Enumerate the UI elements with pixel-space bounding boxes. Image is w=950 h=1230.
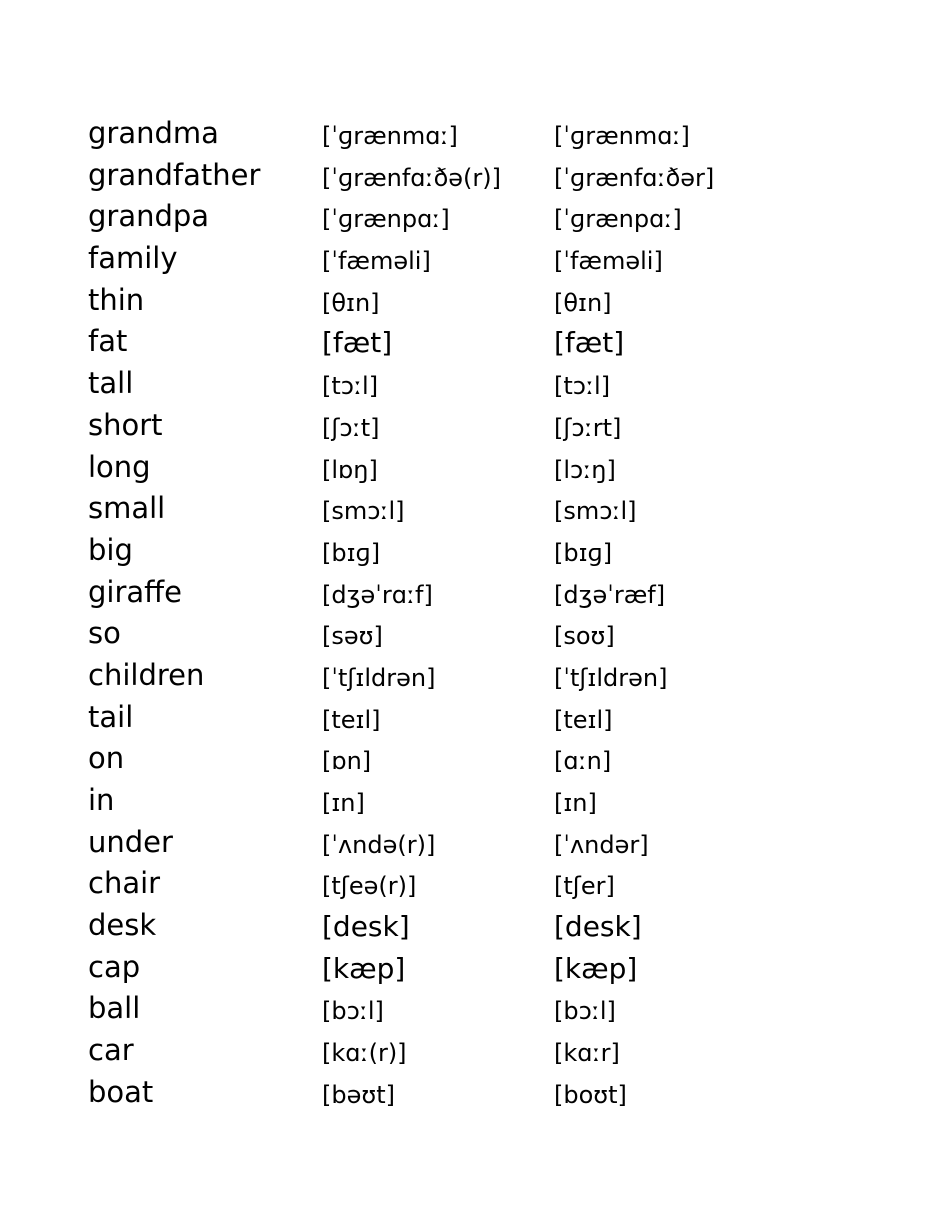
vocab-row-chair bbox=[88, 863, 888, 905]
word: so bbox=[88, 616, 121, 651]
us-pronunciation: [ˈɡrænfɑːðər] bbox=[554, 163, 715, 192]
word: tall bbox=[88, 366, 134, 401]
vocab-row-car bbox=[88, 1030, 888, 1072]
word: grandma bbox=[88, 116, 219, 150]
word: tail bbox=[88, 699, 134, 734]
word: thin bbox=[88, 282, 145, 317]
word: fat bbox=[88, 324, 128, 359]
uk-pronunciation: [smɔːl] bbox=[322, 497, 405, 526]
word: short bbox=[88, 407, 163, 442]
word: desk bbox=[88, 908, 157, 943]
vocab-row-grandfather bbox=[88, 155, 888, 197]
us-pronunciation: [kæp] bbox=[554, 951, 638, 985]
us-pronunciation: [ˈɡrænmɑː] bbox=[554, 122, 690, 150]
vocab-row-grandpa bbox=[88, 196, 888, 238]
vocab-row-boat bbox=[88, 1072, 888, 1114]
uk-pronunciation: [fæt] bbox=[322, 326, 393, 360]
us-pronunciation: [ˈfæməli] bbox=[554, 247, 663, 276]
word: boat bbox=[88, 1074, 154, 1109]
us-pronunciation: [ˈtʃɪldrən] bbox=[554, 663, 668, 692]
uk-pronunciation: [bɪɡ] bbox=[322, 538, 381, 567]
vocab-row-tail bbox=[88, 697, 888, 739]
word: ball bbox=[88, 991, 141, 1026]
us-pronunciation: [desk] bbox=[554, 910, 642, 944]
uk-pronunciation: [ˈfæməli] bbox=[322, 247, 431, 276]
vocab-row-family bbox=[88, 238, 888, 280]
word: in bbox=[88, 783, 115, 817]
vocab-row-under bbox=[88, 822, 888, 864]
vocab-row-small bbox=[88, 488, 888, 530]
word: under bbox=[88, 824, 173, 859]
uk-pronunciation: [lɒŋ] bbox=[322, 455, 378, 484]
us-pronunciation: [bɪɡ] bbox=[554, 538, 613, 567]
uk-pronunciation: [bəʊt] bbox=[322, 1080, 395, 1109]
uk-pronunciation: [tɔːl] bbox=[322, 372, 379, 401]
uk-pronunciation: [ɪn] bbox=[322, 789, 365, 817]
us-pronunciation: [bɔːl] bbox=[554, 997, 616, 1026]
us-pronunciation: [tɔːl] bbox=[554, 372, 611, 401]
word: family bbox=[88, 241, 178, 276]
uk-pronunciation: [desk] bbox=[322, 910, 410, 944]
uk-pronunciation: [ɒn] bbox=[322, 747, 372, 776]
us-pronunciation: [dʒəˈræf] bbox=[554, 580, 666, 609]
vocab-row-grandma bbox=[88, 113, 888, 155]
us-pronunciation: [ˈɡrænpɑː] bbox=[554, 205, 682, 234]
uk-pronunciation: [kæp] bbox=[322, 951, 406, 985]
us-pronunciation: [ˈʌndər] bbox=[554, 830, 649, 859]
word: giraffe bbox=[88, 574, 182, 609]
word: car bbox=[88, 1033, 134, 1068]
uk-pronunciation: [kɑː(r)] bbox=[322, 1039, 407, 1068]
uk-pronunciation: [tʃeə(r)] bbox=[322, 872, 417, 901]
us-pronunciation: [teɪl] bbox=[554, 705, 613, 734]
us-pronunciation: [boʊt] bbox=[554, 1080, 627, 1109]
uk-pronunciation: [bɔːl] bbox=[322, 997, 384, 1026]
us-pronunciation: [ɑːn] bbox=[554, 747, 612, 776]
vocab-row-big bbox=[88, 530, 888, 572]
vocabulary-list bbox=[88, 113, 888, 1114]
vocab-row-short bbox=[88, 405, 888, 447]
us-pronunciation: [ɪn] bbox=[554, 789, 597, 817]
word: long bbox=[88, 449, 151, 484]
vocab-row-ball bbox=[88, 988, 888, 1030]
us-pronunciation: [lɔːŋ] bbox=[554, 455, 616, 484]
word: small bbox=[88, 491, 166, 526]
word: big bbox=[88, 532, 133, 567]
uk-pronunciation: [ʃɔːt] bbox=[322, 413, 380, 442]
word: grandpa bbox=[88, 199, 210, 234]
uk-pronunciation: [teɪl] bbox=[322, 705, 381, 734]
vocab-row-fat bbox=[88, 321, 888, 363]
us-pronunciation: [soʊ] bbox=[554, 622, 615, 651]
us-pronunciation: [kɑːr] bbox=[554, 1039, 620, 1068]
word: children bbox=[88, 657, 205, 692]
vocab-row-thin bbox=[88, 280, 888, 322]
word: cap bbox=[88, 949, 141, 984]
vocab-row-in bbox=[88, 780, 888, 822]
uk-pronunciation: [ˈʌndə(r)] bbox=[322, 830, 436, 859]
uk-pronunciation: [ˈɡrænpɑː] bbox=[322, 205, 450, 234]
vocab-row-giraffe bbox=[88, 572, 888, 614]
uk-pronunciation: [səʊ] bbox=[322, 622, 383, 651]
us-pronunciation: [fæt] bbox=[554, 326, 625, 360]
word: chair bbox=[88, 866, 161, 901]
vocab-row-long bbox=[88, 447, 888, 489]
vocab-row-on bbox=[88, 738, 888, 780]
uk-pronunciation: [θɪn] bbox=[322, 288, 380, 317]
us-pronunciation: [ʃɔːrt] bbox=[554, 413, 622, 442]
us-pronunciation: [tʃer] bbox=[554, 872, 615, 901]
us-pronunciation: [θɪn] bbox=[554, 288, 612, 317]
word: grandfather bbox=[88, 157, 261, 192]
vocab-row-cap bbox=[88, 947, 888, 989]
us-pronunciation: [smɔːl] bbox=[554, 497, 637, 526]
uk-pronunciation: [ˈtʃɪldrən] bbox=[322, 663, 436, 692]
vocab-row-desk bbox=[88, 905, 888, 947]
uk-pronunciation: [dʒəˈrɑːf] bbox=[322, 580, 433, 609]
word: on bbox=[88, 741, 125, 776]
vocab-row-tall bbox=[88, 363, 888, 405]
vocab-row-so bbox=[88, 613, 888, 655]
uk-pronunciation: [ˈɡrænfɑːðə(r)] bbox=[322, 163, 502, 192]
uk-pronunciation: [ˈɡrænmɑː] bbox=[322, 122, 458, 150]
vocab-row-children bbox=[88, 655, 888, 697]
